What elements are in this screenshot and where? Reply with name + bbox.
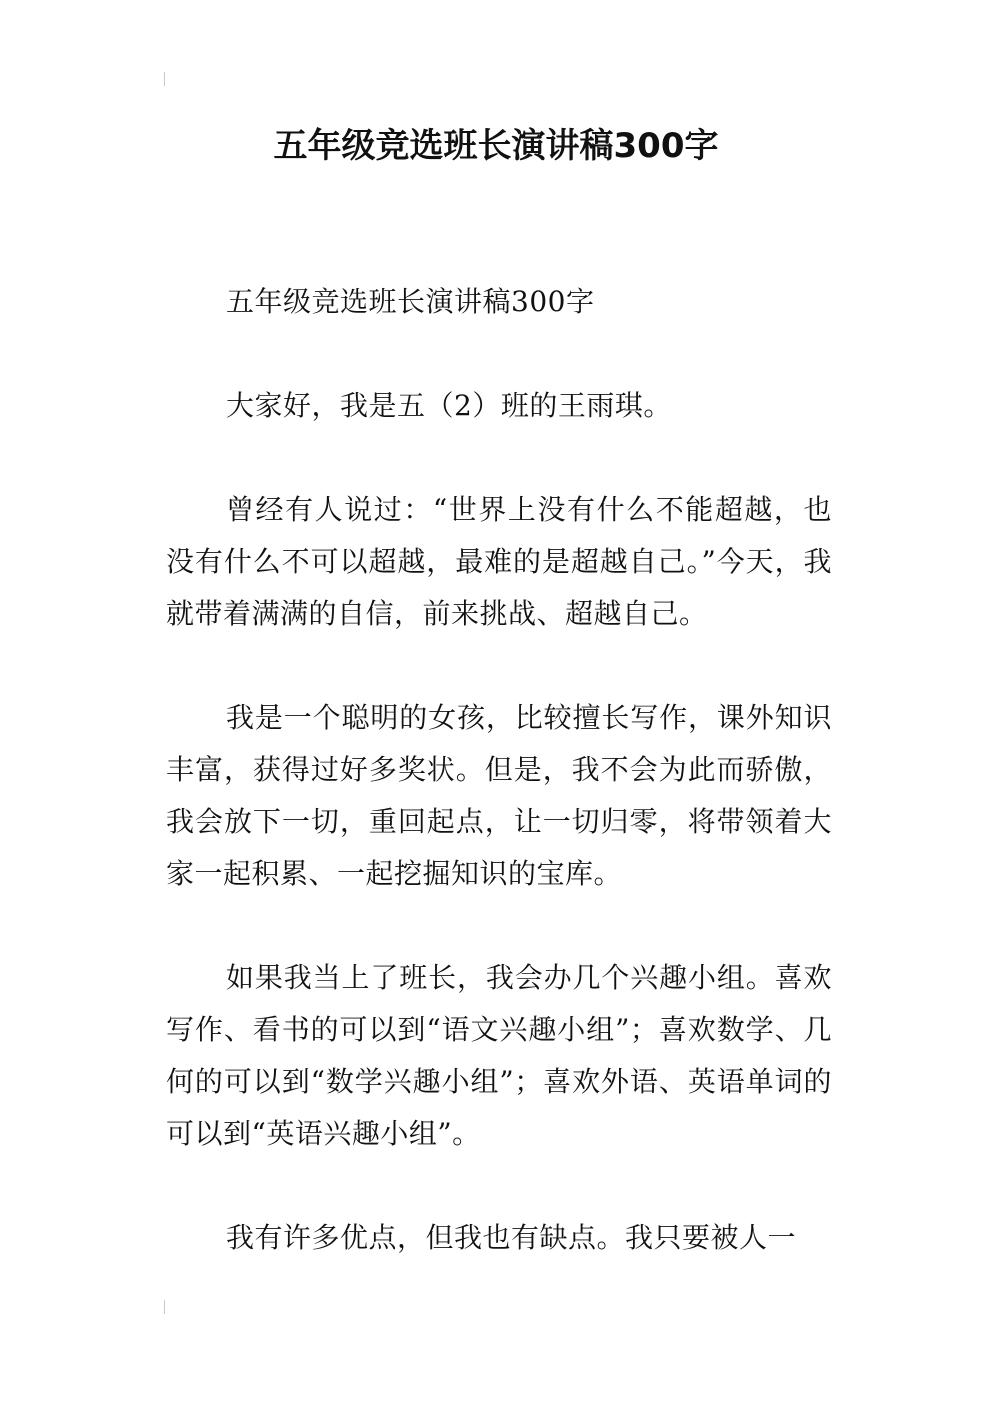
page-corner-mark-bottom <box>164 1300 165 1314</box>
paragraph-self-intro: 我是一个聪明的女孩，比较擅长写作，课外知识丰富，获得过好多奖状。但是，我不会为此而骄傲，我会放下一切，重回起点，让一切归零，将带领着大家一起积累、一起挖掘知识的宝库。 <box>166 701 832 890</box>
document-title: 五年级竞选班长演讲稿300字 <box>273 126 719 166</box>
paragraph-shortcomings: 我有许多优点，但我也有缺点。我只要被人一 <box>226 1221 797 1254</box>
paragraph-plan: 如果我当上了班长，我会办几个兴趣小组。喜欢写作、看书的可以到“语文兴趣小组”；喜欢数学、几何的可以到“数学兴趣小组”；喜欢外语、英语单词的可以到“英语兴趣小组”。 <box>166 961 832 1150</box>
page-corner-mark-top <box>164 72 165 86</box>
paragraph-subtitle: 五年级竞选班长演讲稿300字 <box>226 285 595 318</box>
paragraph-quote: 曾经有人说过：“世界上没有什么不能超越，也没有什么不可以超越，最难的是超越自己。”今天，我就带着满满的自信，前来挑战、超越自己。 <box>166 493 832 630</box>
paragraph-greeting: 大家好，我是五（2）班的王雨琪。 <box>226 389 672 422</box>
document-body <box>166 276 832 1316</box>
